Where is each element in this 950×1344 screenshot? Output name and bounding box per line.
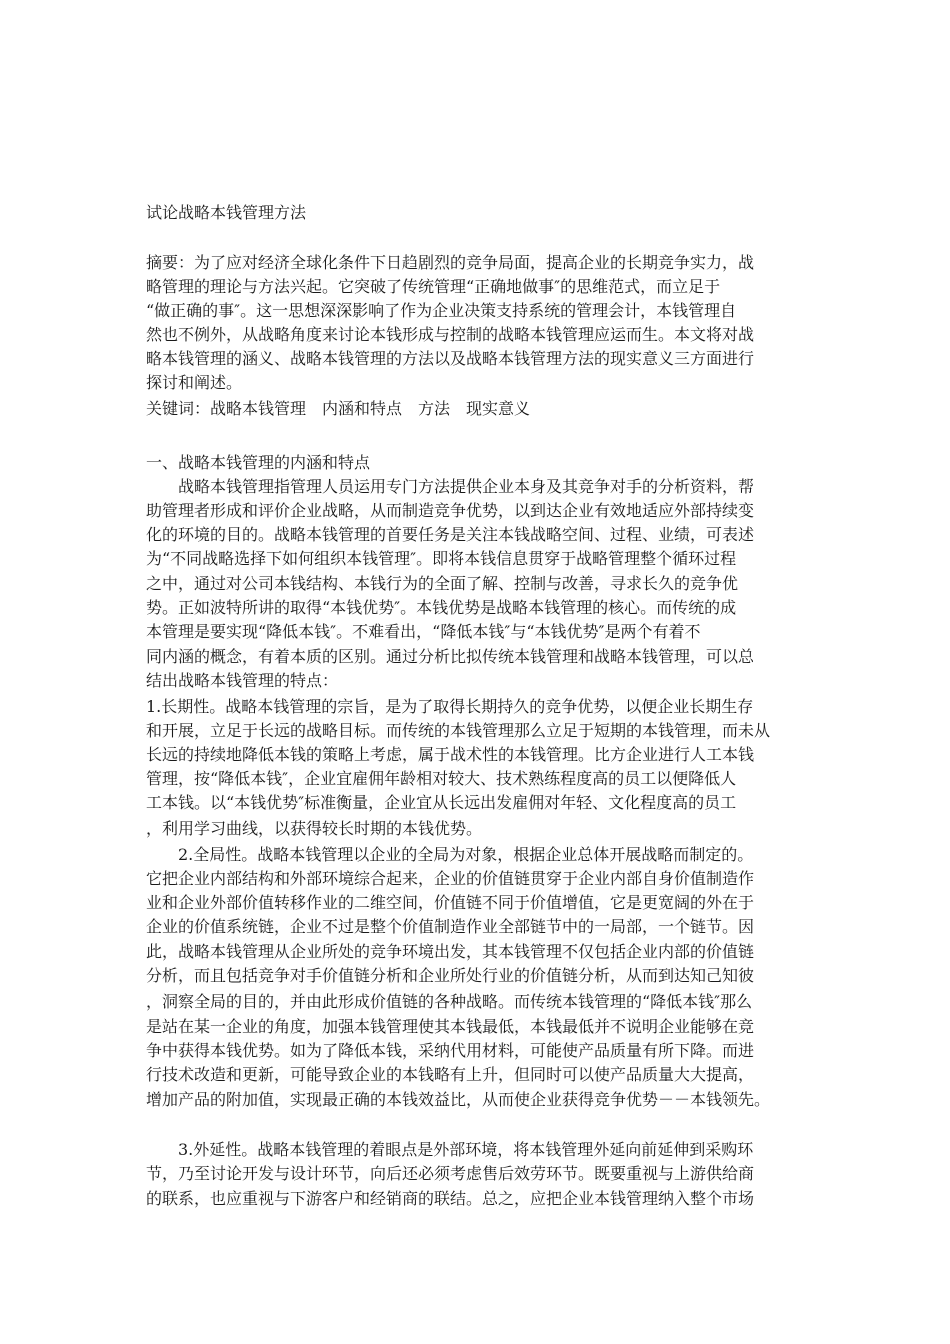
abstract-line: 然也不例外，从战略角度来讨论本钱形成与控制的战略本钱管理应运而生。本文将对战 bbox=[146, 325, 755, 344]
document-title: 试论战略本钱管理方法 bbox=[146, 203, 307, 222]
keywords-line: 关键词：战略本钱管理 内涵和特点 方法 现实意义 bbox=[146, 399, 531, 418]
paragraph-line: 战略本钱管理指管理人员运用专门方法提供企业本身及其竞争对手的分析资料，帮 bbox=[146, 477, 755, 496]
point2-line: 业和企业外部价值转移作业的二维空间，价值链不同于价值增值，它是更宽阔的外在于 bbox=[146, 893, 755, 912]
point2-line: 企业的价值系统链，企业不过是整个价值制造作业全部链节中的一局部，一个链节。因 bbox=[146, 917, 755, 936]
point2-line: 2.全局性。战略本钱管理以企业的全局为对象，根据企业总体开展战略而制定的。 bbox=[146, 845, 754, 864]
point1-line: 1.长期性。战略本钱管理的宗旨，是为了取得长期持久的竞争优势，以便企业长期生存 bbox=[146, 697, 754, 716]
section-heading: 一、战略本钱管理的内涵和特点 bbox=[146, 453, 371, 472]
point3-line: 节，乃至讨论开发与设计环节，向后还必须考虑售后效劳环节。既要重视与上游供给商 bbox=[146, 1164, 755, 1183]
abstract-line: “做正确的事″。这一思想深深影响了作为企业决策支持系统的管理会计，本钱管理自 bbox=[146, 301, 737, 320]
abstract-line: 探讨和阐述。 bbox=[146, 373, 243, 392]
point2-line: 增加产品的附加值，实现最正确的本钱效益比，从而使企业获得竞争优势－－本钱领先。 bbox=[146, 1090, 771, 1109]
point1-line: 长远的持续地降低本钱的策略上考虑，属于战术性的本钱管理。比方企业进行人工本钱 bbox=[146, 745, 755, 764]
abstract-line: 略本钱管理的涵义、战略本钱管理的方法以及战略本钱管理方法的现实意义三方面进行 bbox=[146, 349, 755, 368]
point2-line: 分析，而且包括竞争对手价值链分析和企业所处行业的价值链分析，从而到达知己知彼 bbox=[146, 966, 755, 985]
point2-line: 争中获得本钱优势。如为了降低本钱，采纳代用材料，可能使产品质量有所下降。而进 bbox=[146, 1041, 755, 1060]
paragraph-line: 助管理者形成和评价企业战略，从而制造竞争优势，以到达企业有效地适应外部持续变 bbox=[146, 501, 755, 520]
paragraph-line: 化的环境的目的。战略本钱管理的首要任务是关注本钱战略空间、过程、业绩，可表述 bbox=[146, 525, 755, 544]
point2-line: 此，战略本钱管理从企业所处的竞争环境出发，其本钱管理不仅包括企业内部的价值链 bbox=[146, 942, 755, 961]
point1-line: ，利用学习曲线，以获得较长时期的本钱优势。 bbox=[146, 819, 483, 838]
point2-line: 是站在某一企业的角度，加强本钱管理使其本钱最低，本钱最低并不说明企业能够在竞 bbox=[146, 1017, 755, 1036]
paragraph-line: 本管理是要实现“降低本钱″。不难看出，“降低本钱″与“本钱优势″是两个有着不 bbox=[146, 622, 701, 641]
point1-line: 工本钱。以“本钱优势″标准衡量，企业宜从长远出发雇佣对年轻、文化程度高的员工 bbox=[146, 793, 737, 812]
point3-line: 的联系，也应重视与下游客户和经销商的联结。总之，应把企业本钱管理纳入整个市场 bbox=[146, 1189, 755, 1208]
abstract-line: 略管理的理论与方法兴起。它突破了传统管理“正确地做事″的思维范式，而立足于 bbox=[146, 277, 721, 296]
paragraph-line: 为“不同战略选择下如何组织本钱管理″。即将本钱信息贯穿于战略管理整个循环过程 bbox=[146, 549, 737, 568]
point1-line: 和开展，立足于长远的战略目标。而传统的本钱管理那么立足于短期的本钱管理，而未从 bbox=[146, 721, 771, 740]
paragraph-line: 之中，通过对公司本钱结构、本钱行为的全面了解、控制与改善，寻求长久的竞争优 bbox=[146, 574, 739, 593]
point2-line: ，洞察全局的目的，并由此形成价值链的各种战略。而传统本钱管理的“降低本钱″那么 bbox=[146, 992, 753, 1011]
point2-line: 行技术改造和更新，可能导致企业的本钱略有上升，但同时可以使产品质量大大提高， bbox=[146, 1065, 755, 1084]
point1-line: 管理，按“降低本钱″，企业宜雇佣年龄相对较大、技术熟练程度高的员工以便降低人 bbox=[146, 769, 737, 788]
abstract-line: 摘要：为了应对经济全球化条件下日趋剧烈的竞争局面，提高企业的长期竞争实力，战 bbox=[146, 253, 755, 272]
paragraph-line: 结出战略本钱管理的特点： bbox=[146, 671, 339, 690]
point2-line: 它把企业内部结构和外部环境综合起来，企业的价值链贯穿于企业内部自身价值制造作 bbox=[146, 869, 755, 888]
point3-line: 3.外延性。战略本钱管理的着眼点是外部环境，将本钱管理外延向前延伸到采购环 bbox=[146, 1140, 754, 1159]
paragraph-line: 势。正如波特所讲的取得“本钱优势″。本钱优势是战略本钱管理的核心。而传统的成 bbox=[146, 598, 737, 617]
paragraph-line: 同内涵的概念，有着本质的区别。通过分析比拟传统本钱管理和战略本钱管理，可以总 bbox=[146, 647, 755, 666]
